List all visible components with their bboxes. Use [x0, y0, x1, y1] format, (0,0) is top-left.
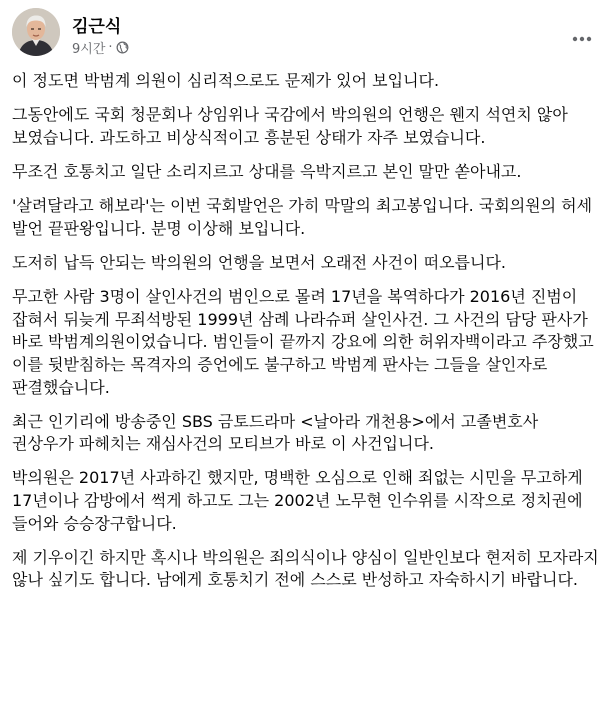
- post-paragraph: 제 기우이긴 하지만 혹시나 박의원은 죄의식이나 양심이 일반인보다 현저히 모자라지 않나 싶기도 합니다. 남에게 호통치기 전에 스스로 반성하고 자숙하시기 바랍니다.: [12, 547, 599, 590]
- post-header: [12, 8, 602, 58]
- profile-photo: [12, 8, 60, 56]
- post-paragraph: 이 정도면 박범계 의원이 심리적으로도 문제가 있어 보입니다.: [12, 71, 440, 90]
- author-name[interactable]: 김근식: [72, 17, 122, 37]
- post-paragraph: '살려달라고 해보라'는 이번 국회발언은 가히 막말의 최고봉입니다. 국회의원의 허세 발언 끝판왕입니다. 분명 이상해 보입니다.: [12, 196, 593, 238]
- post-paragraph: 박의원은 2017년 사과하긴 했지만, 명백한 오심으로 인해 죄없는 시민을 무고하게 17년이나 감방에서 썩게 하고도 그는 2002년 노무현 인수위를 시작으로 정치권에 들어와 승승장구합니다.: [12, 468, 583, 533]
- avatar[interactable]: [12, 8, 60, 56]
- more-horizontal-icon: [572, 27, 592, 46]
- post-paragraph: 무고한 사람 3명이 살인사건의 범인으로 몰려 17년을 복역하다가 2016년 진범이 잡혀서 뒤늦게 무죄석방된 1999년 삼례 나라슈퍼 살인사건. 그 사건의 담당 판사가 바로 박범계의원이었습니다. 범인들이 끝까지 강요에 의한 허위자백이라고 주장했고 이를 뒷받침하는 목격자의 증언에도 불구하고 박범계 판사는 그들을 살인자로 판결했습니다.: [12, 287, 594, 397]
- post-paragraph: 무조건 호통치고 일단 소리지르고 상대를 윽박지르고 본인 말만 쏟아내고.: [12, 161, 522, 181]
- more-options-button[interactable]: [564, 18, 600, 54]
- post-paragraph: 최근 인기리에 방송중인 SBS 금토드라마 <날아라 개천용>에서 고졸변호사 권상우가 파헤치는 재심사건의 모티브가 바로 이 사건입니다.: [12, 411, 539, 454]
- post-body: [12, 70, 602, 604]
- meta-separator: ·: [108, 40, 113, 55]
- post-paragraph: 그동안에도 국회 청문회나 상임위나 국감에서 박의원의 언행은 웬지 석연치 않아 보였습니다. 과도하고 비상식적이고 흥분된 상태가 자주 보였습니다.: [12, 105, 568, 147]
- post-paragraph: 도저히 납득 안되는 박의원의 언행을 보면서 오래전 사건이 떠오릅니다.: [12, 252, 506, 272]
- globe-icon[interactable]: [116, 41, 129, 54]
- post-meta: [72, 38, 129, 57]
- post-timestamp[interactable]: 9시간: [72, 42, 106, 57]
